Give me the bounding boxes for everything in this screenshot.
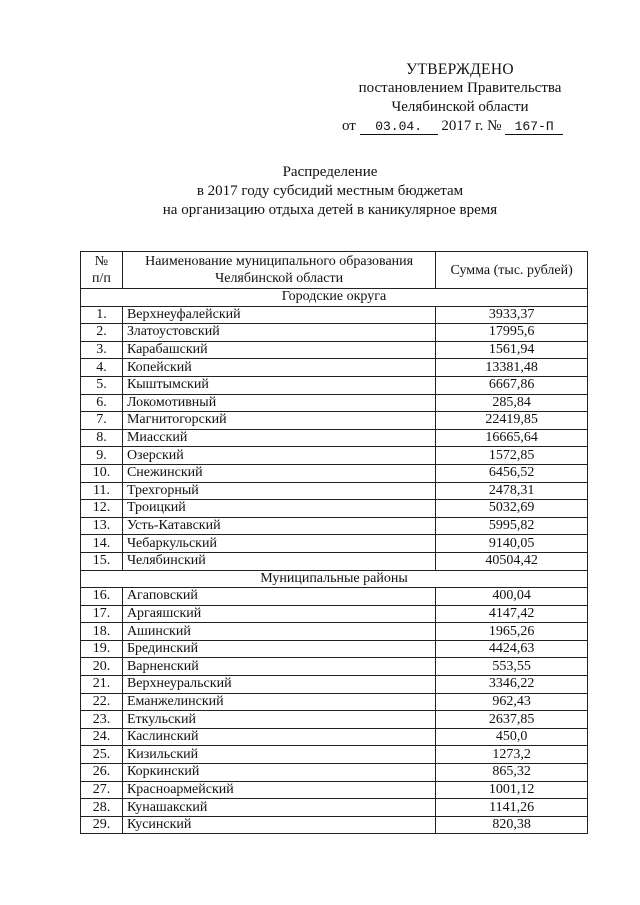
row-amount: 1273,2 — [436, 746, 588, 764]
row-municipality: Каслинский — [122, 728, 435, 746]
table-row — [81, 658, 588, 676]
approval-date: 03.04. — [360, 119, 438, 135]
header-sum: Сумма (тыс. рублей) — [436, 252, 588, 289]
row-municipality: Варненский — [122, 658, 435, 676]
row-number: 19. — [81, 640, 123, 658]
table-row — [81, 746, 588, 764]
row-number: 3. — [81, 341, 123, 359]
header-number-line-1: № — [94, 254, 109, 269]
row-number: 15. — [81, 552, 123, 570]
row-number: 13. — [81, 517, 123, 535]
row-amount: 6456,52 — [436, 464, 588, 482]
distribution-table — [80, 251, 588, 834]
row-municipality: Копейский — [122, 359, 435, 377]
table-row — [81, 588, 588, 606]
table-row — [81, 711, 588, 729]
heading-line-3: на организацию отдыха детей в каникулярное время — [162, 202, 498, 218]
header-name-line-1: Наименование муниципального образования — [145, 254, 414, 269]
section-title: Муниципальные районы — [81, 570, 588, 588]
row-municipality: Озерский — [122, 447, 435, 465]
row-number: 28. — [81, 799, 123, 817]
approval-from-label: от — [342, 118, 356, 134]
header-name — [122, 252, 435, 289]
row-amount: 6667,86 — [436, 376, 588, 394]
table-row — [81, 324, 588, 342]
row-amount: 9140,05 — [436, 535, 588, 553]
approval-line-1: постановлением Правительства — [358, 80, 562, 96]
table-row — [81, 429, 588, 447]
row-number: 26. — [81, 764, 123, 782]
table-row — [81, 535, 588, 553]
table-row — [81, 640, 588, 658]
approval-line-2: Челябинской области — [391, 99, 529, 115]
row-municipality: Ашинский — [122, 623, 435, 641]
table-row — [81, 306, 588, 324]
table-row — [81, 500, 588, 518]
table-row — [81, 728, 588, 746]
row-municipality: Кыштымский — [122, 376, 435, 394]
table-body — [81, 289, 588, 834]
row-number: 25. — [81, 746, 123, 764]
row-municipality: Верхнеуральский — [122, 676, 435, 694]
row-municipality: Красноармейский — [122, 781, 435, 799]
row-number: 1. — [81, 306, 123, 324]
row-number: 8. — [81, 429, 123, 447]
row-amount: 400,04 — [436, 588, 588, 606]
row-municipality: Карабашский — [122, 341, 435, 359]
header-number — [81, 252, 123, 289]
approval-number: 167-П — [505, 119, 563, 135]
row-number: 5. — [81, 376, 123, 394]
row-amount: 1572,85 — [436, 447, 588, 465]
header-name-line-2: Челябинской области — [215, 271, 344, 286]
row-amount: 2478,31 — [436, 482, 588, 500]
row-municipality: Кусинский — [122, 816, 435, 834]
row-amount: 3346,22 — [436, 676, 588, 694]
document-heading — [100, 163, 560, 220]
table-row — [81, 816, 588, 834]
row-municipality: Трехгорный — [122, 482, 435, 500]
approval-stamp — [300, 60, 620, 136]
row-number: 6. — [81, 394, 123, 412]
row-amount: 17995,6 — [436, 324, 588, 342]
table-header-row — [81, 252, 588, 289]
table-row — [81, 781, 588, 799]
table-row — [81, 605, 588, 623]
table-row — [81, 623, 588, 641]
row-number: 21. — [81, 676, 123, 694]
row-municipality: Троицкий — [122, 500, 435, 518]
row-amount: 1141,26 — [436, 799, 588, 817]
row-amount: 1001,12 — [436, 781, 588, 799]
row-municipality: Кунашакский — [122, 799, 435, 817]
row-amount: 5995,82 — [436, 517, 588, 535]
heading-line-2: в 2017 году субсидий местным бюджетам — [196, 183, 464, 199]
section-row — [81, 570, 588, 588]
table-row — [81, 376, 588, 394]
row-municipality: Снежинский — [122, 464, 435, 482]
row-municipality: Аргаяшский — [122, 605, 435, 623]
row-amount: 4424,63 — [436, 640, 588, 658]
row-number: 17. — [81, 605, 123, 623]
approval-date-line — [300, 117, 620, 136]
row-number: 29. — [81, 816, 123, 834]
row-amount: 820,38 — [436, 816, 588, 834]
row-municipality: Кизильский — [122, 746, 435, 764]
header-number-line-2: п/п — [92, 271, 111, 286]
row-number: 22. — [81, 693, 123, 711]
section-row — [81, 289, 588, 307]
row-municipality: Верхнеуфалейский — [122, 306, 435, 324]
row-amount: 553,55 — [436, 658, 588, 676]
table-row — [81, 799, 588, 817]
row-amount: 40504,42 — [436, 552, 588, 570]
row-municipality: Чебаркульский — [122, 535, 435, 553]
table-row — [81, 394, 588, 412]
approval-title: УТВЕРЖДЕНО — [406, 61, 514, 78]
row-amount: 285,84 — [436, 394, 588, 412]
approval-year-label: 2017 г. № — [441, 118, 502, 134]
row-amount: 1965,26 — [436, 623, 588, 641]
row-municipality: Еманжелинский — [122, 693, 435, 711]
table-row — [81, 676, 588, 694]
row-amount: 16665,64 — [436, 429, 588, 447]
row-number: 12. — [81, 500, 123, 518]
row-number: 11. — [81, 482, 123, 500]
row-amount: 1561,94 — [436, 341, 588, 359]
row-municipality: Еткульский — [122, 711, 435, 729]
row-amount: 3933,37 — [436, 306, 588, 324]
row-number: 4. — [81, 359, 123, 377]
row-municipality: Челябинский — [122, 552, 435, 570]
table-row — [81, 482, 588, 500]
table-row — [81, 764, 588, 782]
row-amount: 13381,48 — [436, 359, 588, 377]
row-number: 27. — [81, 781, 123, 799]
row-amount: 962,43 — [436, 693, 588, 711]
row-municipality: Брединский — [122, 640, 435, 658]
row-amount: 865,32 — [436, 764, 588, 782]
row-municipality: Усть-Катавский — [122, 517, 435, 535]
table-row — [81, 693, 588, 711]
row-municipality: Локомотивный — [122, 394, 435, 412]
section-title: Городские округа — [81, 289, 588, 307]
row-municipality: Магнитогорский — [122, 412, 435, 430]
table-row — [81, 359, 588, 377]
table-row — [81, 341, 588, 359]
row-number: 14. — [81, 535, 123, 553]
row-amount: 4147,42 — [436, 605, 588, 623]
row-number: 24. — [81, 728, 123, 746]
row-municipality: Агаповский — [122, 588, 435, 606]
row-number: 16. — [81, 588, 123, 606]
table-row — [81, 412, 588, 430]
row-amount: 5032,69 — [436, 500, 588, 518]
row-municipality: Миасский — [122, 429, 435, 447]
row-number: 20. — [81, 658, 123, 676]
row-municipality: Златоустовский — [122, 324, 435, 342]
table-row — [81, 517, 588, 535]
table-row — [81, 464, 588, 482]
row-number: 9. — [81, 447, 123, 465]
table-row — [81, 447, 588, 465]
row-amount: 2637,85 — [436, 711, 588, 729]
row-number: 10. — [81, 464, 123, 482]
row-number: 23. — [81, 711, 123, 729]
row-amount: 450,0 — [436, 728, 588, 746]
row-municipality: Коркинский — [122, 764, 435, 782]
row-number: 2. — [81, 324, 123, 342]
heading-line-1: Распределение — [282, 164, 378, 180]
row-number: 18. — [81, 623, 123, 641]
row-amount: 22419,85 — [436, 412, 588, 430]
row-number: 7. — [81, 412, 123, 430]
table-row — [81, 552, 588, 570]
